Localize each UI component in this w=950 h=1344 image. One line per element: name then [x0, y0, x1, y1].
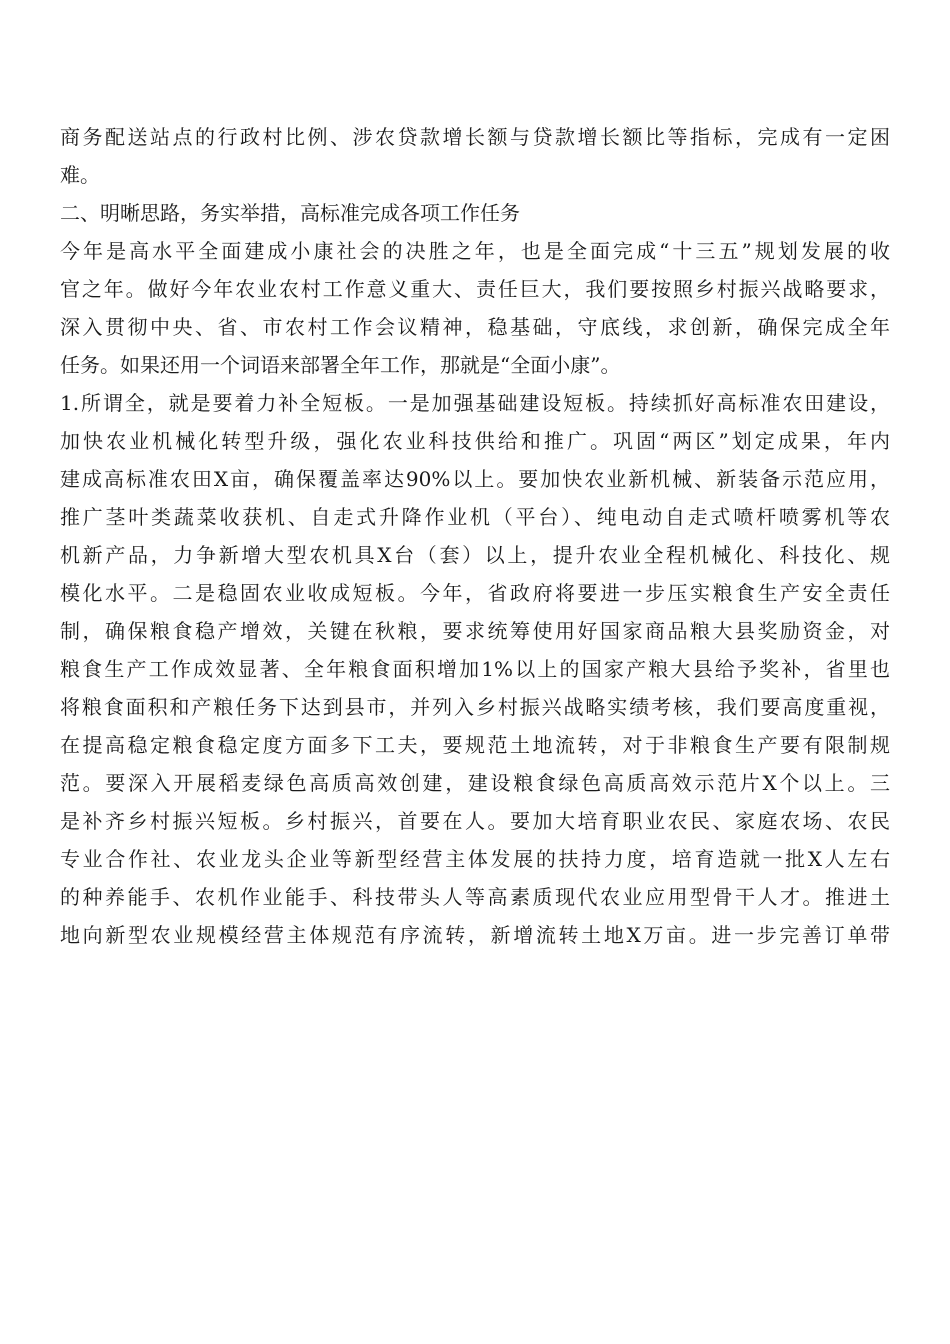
- text-line: 模化水平。二是稳固农业收成短板。今年，省政府将要进一步压实粮食生产安全责任: [60, 581, 890, 605]
- text-line: 将粮食面积和产粮任务下达到县市，并列入乡村振兴战略实绩考核，我们要高度重视，: [60, 695, 890, 719]
- text-line: 范。要深入开展稻麦绿色高质高效创建，建设粮食绿色高质高效示范片X个以上。三: [60, 771, 890, 795]
- text-line: 专业合作社、农业龙头企业等新型经营主体发展的扶持力度，培育造就一批X人左右: [60, 847, 890, 871]
- text-line: 任务。如果还用一个词语来部署全年工作，那就是“全面小康”。: [60, 353, 621, 377]
- document-body: [60, 118, 890, 954]
- text-line: 地向新型农业规模经营主体规范有序流转，新增流转土地X万亩。进一步完善订单带: [60, 923, 890, 947]
- text-line: 难。: [60, 163, 100, 187]
- text-line: 机新产品，力争新增大型农机具X台（套）以上，提升农业全程机械化、科技化、规: [60, 543, 890, 567]
- text-line: 是补齐乡村振兴短板。乡村振兴，首要在人。要加大培育职业农民、家庭农场、农民: [60, 809, 890, 833]
- text-line: 的种养能手、农机作业能手、科技带头人等高素质现代农业应用型骨干人才。推进土: [60, 885, 890, 909]
- text-line: 加快农业机械化转型升级，强化农业科技供给和推广。巩固“两区”划定成果，年内: [60, 429, 890, 453]
- text-line: 建成高标准农田X亩，确保覆盖率达90%以上。要加快农业新机械、新装备示范应用，: [60, 467, 890, 491]
- text-line: 在提高稳定粮食稳定度方面多下工夫，要规范土地流转，对于非粮食生产要有限制规: [60, 733, 890, 757]
- text-line: 制，确保粮食稳产增效，关键在秋粮，要求统筹使用好国家商品粮大县奖励资金，对: [60, 619, 890, 643]
- text-line: 商务配送站点的行政村比例、涉农贷款增长额与贷款增长额比等指标，完成有一定困: [60, 125, 890, 149]
- text-line: 1.所谓全，就是要着力补全短板。一是加强基础建设短板。持续抓好高标准农田建设，: [60, 391, 890, 415]
- section-heading: 二、明晰思路，务实举措，高标准完成各项工作任务: [60, 201, 520, 225]
- text-line: 粮食生产工作成效显著、全年粮食面积增加1%以上的国家产粮大县给予奖补，省里也: [60, 657, 890, 681]
- text-line: 推广茎叶类蔬菜收获机、自走式升降作业机（平台）、纯电动自走式喷杆喷雾机等农: [60, 505, 890, 529]
- text-line: 官之年。做好今年农业农村工作意义重大、责任巨大，我们要按照乡村振兴战略要求，: [60, 277, 890, 301]
- text-line: 深入贯彻中央、省、市农村工作会议精神，稳基础，守底线，求创新，确保完成全年: [60, 315, 890, 339]
- text-line: 今年是高水平全面建成小康社会的决胜之年，也是全面完成“十三五”规划发展的收: [60, 239, 890, 263]
